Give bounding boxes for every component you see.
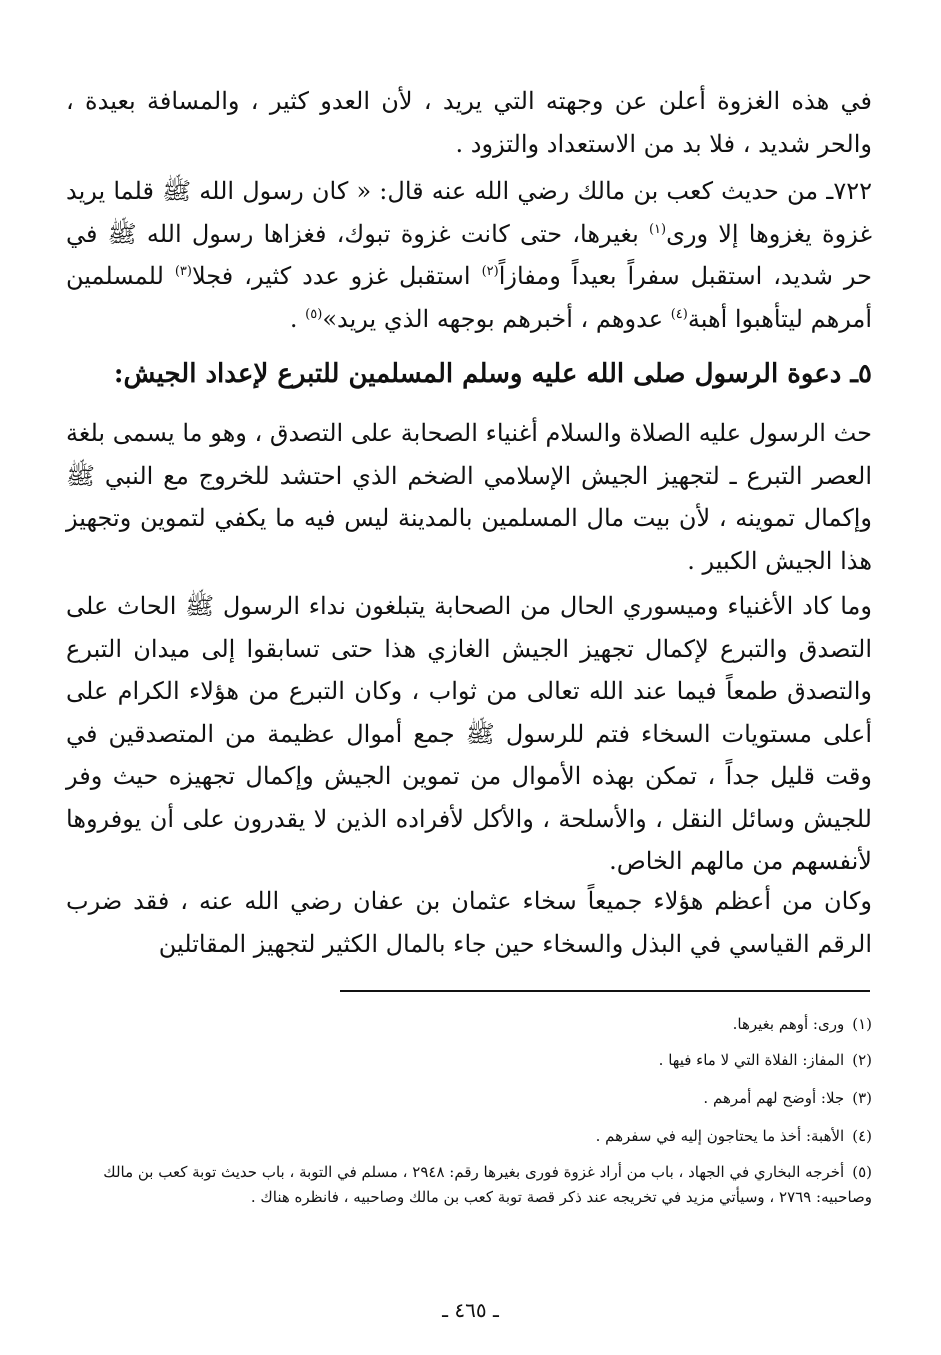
section-heading: ٥ـ دعوة الرسول صلى الله عليه وسلم المسلمين للتبرع لإعداد الجيش: [113, 359, 872, 389]
section-paragraph-2: وما كاد الأغنياء وميسوري الحال من الصحابة يتبلغون نداء الرسول ﷺ الحاث على التصدق والتبرع لإكمال تجهيز الجيش الغازي هذا حتى تسابقوا إلى ميدان التبرع والتصدق طمعاً فيما عند الله تعالى من ثواب ، وكان التبرع من هؤلاء الكرام على أعلى مستويات السخاء فتم للرسول ﷺ جمع أموال عظيمة من المتصدقين في وقت قليل جداً ، تمكن بهذه الأموال من تموين الجيش وإكمال تجهيزه حيث وفر للجيش وسائل النقل ، والأسلحة ، والأكل لأفراده الذين لا يقدرون على أن يوفروها لأنفسهم من مالهم الخاص. [66, 592, 872, 875]
footnote-number: (١) [852, 1015, 872, 1033]
footnote-ref-5: (٥) [305, 306, 323, 322]
footnote-4 [66, 1124, 872, 1149]
hadith-text-part-5: عدوهم ، أخبرهم بوجهه الذي يريد» [322, 304, 671, 333]
footnote-number: (٢) [852, 1051, 872, 1069]
hadith-text-part-6: . [289, 304, 306, 333]
hadith-text-part-2: بغيرها، حتى كانت غزوة تبوك، فغزاها رسول الله ﷺ في حر شديد، استقبل سفراً بعيداً ومفازاً [66, 219, 872, 290]
footnote-ref-1: (١) [648, 221, 667, 237]
footnote-ref-3: (٣) [174, 264, 192, 279]
footnote-number: (٣) [852, 1089, 872, 1107]
section-paragraph-3: وكان من أعظم هؤلاء جميعاً سخاء عثمان بن عفان رضي الله عنه ، فقد ضرب الرقم القياسي في البذل والسخاء حين جاء بالمال الكثير لتجهيز المقاتلين [66, 887, 872, 958]
footnote-text: الأهبة: أخذ ما يحتاجون إليه في سفرهم . [595, 1127, 845, 1145]
hadith-paragraph [66, 170, 872, 340]
footnote-3 [66, 1086, 872, 1111]
footnote-5 [66, 1160, 872, 1210]
footnote-number: (٥) [852, 1163, 872, 1181]
footnote-ref-4: (٤) [670, 306, 688, 322]
footnote-2 [66, 1048, 872, 1073]
hadith-text-part-1: ٧٢٢ـ من حديث كعب بن مالك رضي الله عنه قال: « كان رسول الله ﷺ قلما يريد غزوة يغزوها إلا ورى [66, 177, 872, 248]
footnote-1 [66, 1012, 872, 1037]
footnote-number: (٤) [852, 1127, 872, 1145]
page-number: ـ ٤٦٥ ـ [442, 1298, 499, 1322]
footnote-text: أخرجه البخاري في الجهاد ، باب من أراد غزوة فورى بغيرها رقم: ٢٩٤٨ ، مسلم في التوبة ، باب حديث توبة كعب بن مالك وصاحبيه: ٢٧٦٩ ، وسيأتي مزيد في تخريجه عند ذكر قصة توبة كعب بن مالك وصاحبيه ، فانظره هناك . [103, 1163, 872, 1206]
footnote-text: المفاز: الفلاة التي لا ماء فيها . [658, 1051, 845, 1069]
footnote-text: ورى: أوهم بغيرها. [732, 1015, 845, 1033]
hadith-text-part-3: استقبل غزو عدد كثير، فجلا [191, 262, 482, 290]
footnote-divider [340, 990, 870, 992]
intro-paragraph: في هذه الغزوة أعلن عن وجهته التي يريد ، لأن العدو كثير ، والمسافة بعيدة ، والحر شديد ، فلا بد من الاستعداد والتزود . [66, 87, 872, 158]
footnote-ref-2: (٢) [481, 264, 499, 279]
section-paragraph-1: حث الرسول عليه الصلاة والسلام أغنياء الصحابة على التصدق ، وهو ما يسمى بلغة العصر التبرع ـ لتجهيز الجيش الإسلامي الضخم الذي احتشد للخروج مع النبي ﷺ وإكمال تموينه ، لأن بيت مال المسلمين بالمدينة ليس فيه ما يكفي لتموين وتجهيز هذا الجيش الكبير . [66, 419, 872, 575]
hadith-text-part-4: للمسلمين أمرهم ليتأهبوا أهبة [66, 262, 872, 333]
footnote-text: جلا: أوضح لهم أمرهم . [703, 1089, 845, 1107]
